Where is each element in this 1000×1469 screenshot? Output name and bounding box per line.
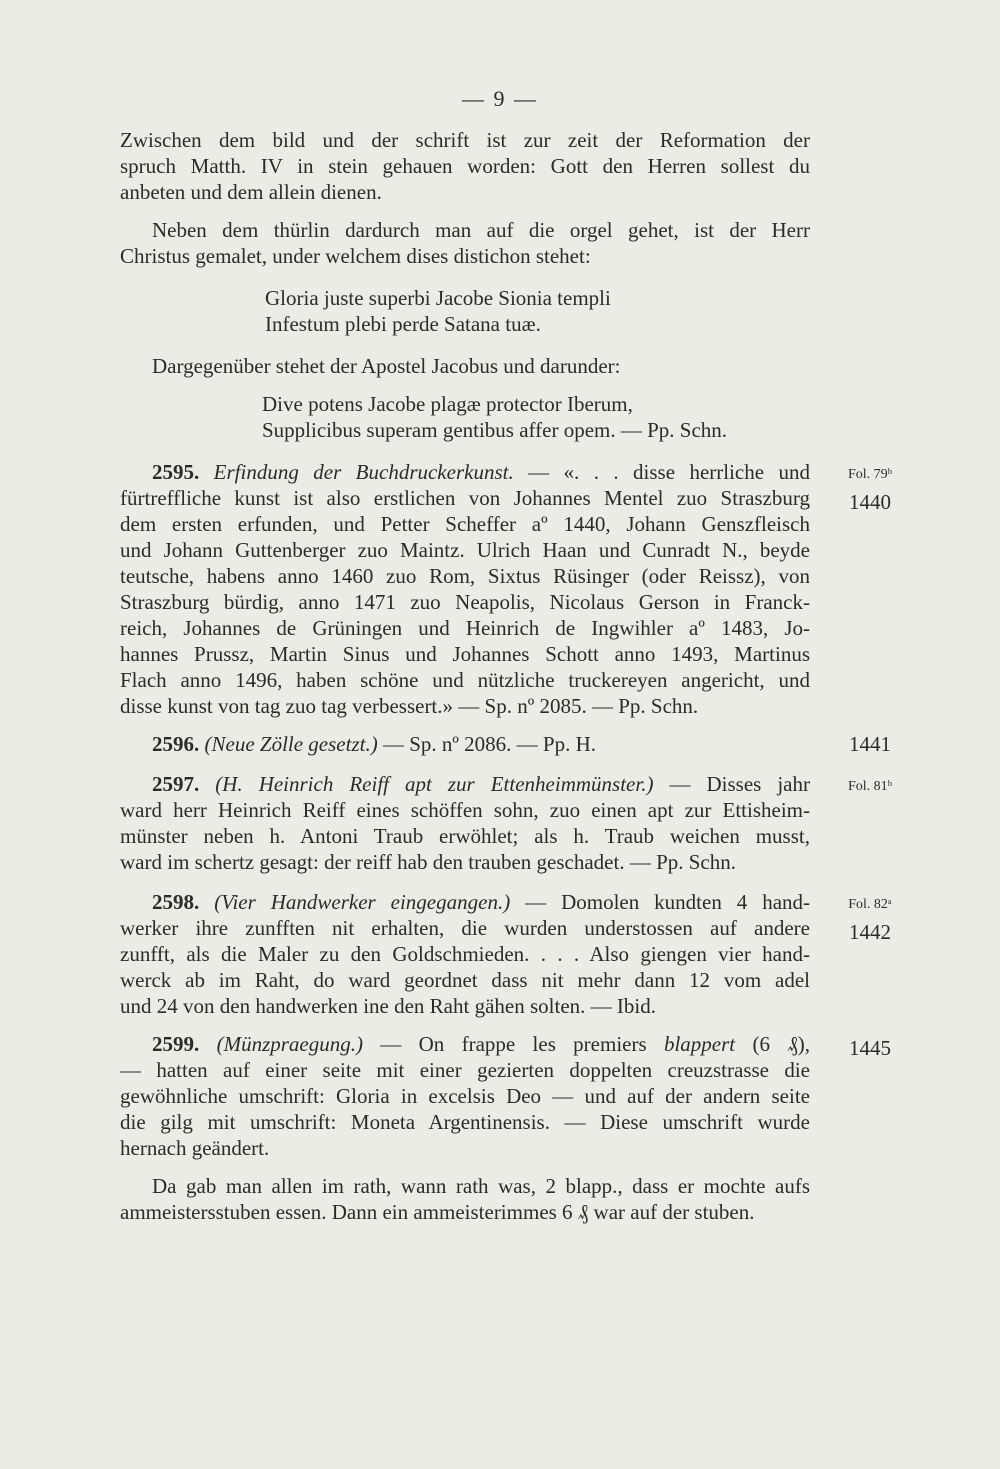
entry-2598-first-line (152, 890, 810, 914)
text-line: disse kunst von tag zuo tag verbessert.» — Sp. nº 2085. — Pp. Schn. (120, 694, 699, 718)
text-line: zunfft, als die Maler zu den Goldschmieden. . . . Also giengen vier hand- (120, 942, 810, 966)
text-line: — hatten auf einer seite mit einer gezierten doppelten creuzstrasse die (120, 1058, 810, 1082)
text-line: Zwischen dem bild und der schrift ist zur zeit der Reformation der (120, 128, 810, 152)
text-line: und 24 von den handwerken ine den Raht gähen solten. — Ibid. (120, 994, 656, 1018)
verse-line: Supplicibus superam gentibus affer opem. — Pp. Schn. (262, 418, 728, 442)
entry-number: 2598. (152, 890, 200, 914)
text-line: teutsche, habens anno 1460 zuo Rom, Sixtus Rüsinger (oder Reissz), von (120, 564, 810, 588)
text-span: — Disses jahr (653, 772, 810, 796)
text-line: ammeistersstuben essen. Dann ein ammeisterimmes 6 ₰ war auf der stuben. (120, 1200, 755, 1224)
margin-year: 1442 (849, 920, 891, 944)
entry-number: 2596. (152, 732, 200, 756)
entry-number: 2595. (152, 460, 200, 484)
margin-year: 1440 (849, 490, 891, 514)
text-span: (6 ₰), (735, 1032, 811, 1056)
text-line: fürtreffliche kunst ist also erstlichen von Johannes Mentel zuo Straszburg (120, 486, 810, 510)
text-line: reich, Johannes de Grüningen und Heinrich de Ingwihler aº 1483, Jo- (120, 616, 810, 640)
text-span: — Domolen kundten 4 hand- (510, 890, 811, 914)
text-line: spruch Matth. IV in stein gehauen worden: Gott den Herren sollest du (120, 154, 810, 178)
text-line: die gilg mit umschrift: Moneta Argentinensis. — Diese umschrift wurde (120, 1110, 810, 1134)
margin-year: 1441 (849, 732, 891, 756)
text-line: gewöhnliche umschrift: Gloria in excelsis Deo — und auf der andern seite (120, 1084, 810, 1108)
text-line: anbeten und dem allein dienen. (120, 180, 382, 204)
text-span: — Sp. nº 2086. — Pp. H. (377, 732, 597, 756)
entry-title: Erfindung der Buchdruckerkunst. (213, 460, 514, 484)
text-span: — «. . . disse herrliche und (513, 460, 810, 484)
text-line: ward im schertz gesagt: der reiff hab den trauben geschadet. — Pp. Schn. (120, 850, 736, 874)
text-line: werker ihre zunfften nit erhalten, die wurden understossen auf andere (120, 916, 810, 940)
text-line: werck ab im Raht, do ward geordnet dass nit mehr dann 12 vom adel (120, 968, 810, 992)
verse-line: Dive potens Jacobe plagæ protector Iberum, (262, 392, 633, 416)
text-line: Dargegenüber stehet der Apostel Jacobus und darunder: (152, 354, 621, 378)
entry-number: 2599. (152, 1032, 200, 1056)
entry-title: (Neue Zölle gesetzt.) (204, 732, 378, 756)
verse-line: Gloria juste superbi Jacobe Sionia templi (265, 286, 611, 310)
entry-2595-first-line (152, 460, 810, 484)
entry-number: 2597. (152, 772, 200, 796)
text-line: Da gab man allen im rath, wann rath was, 2 blapp., dass er mochte aufs (152, 1174, 810, 1198)
entry-title: (Münzpraegung.) (216, 1032, 363, 1056)
text-span: — On frappe les premiers (362, 1032, 664, 1056)
entry-2597-first-line (152, 772, 810, 796)
page-number: — 9 — (462, 86, 538, 111)
text-line: Christus gemalet, under welchem dises distichon stehet: (120, 244, 591, 268)
coin-name: blappert (663, 1032, 736, 1056)
margin-folio: Fol. 82ᵃ (848, 897, 892, 912)
margin-year: 1445 (849, 1036, 891, 1060)
text-line: ward herr Heinrich Reiff eines schöffen sohn, zuo einen apt zur Ettisheim- (120, 798, 810, 822)
entry-title: (H. Heinrich Reiff apt zur Ettenheimmünster.) (215, 772, 654, 796)
margin-folio: Fol. 81ᵇ (847, 779, 892, 794)
entry-2596-line (152, 732, 810, 756)
text-line: Neben dem thürlin dardurch man auf die orgel gehet, ist der Herr (152, 218, 810, 242)
text-line: hannes Prussz, Martin Sinus und Johannes Schott anno 1493, Martinus (120, 642, 810, 666)
verse-line: Infestum plebi perde Satana tuæ. (265, 312, 541, 336)
entry-title: (Vier Handwerker eingegangen.) (214, 890, 511, 914)
text-line: Flach anno 1496, haben schöne und nützliche truckereyen angericht, und (120, 668, 810, 692)
margin-folio: Fol. 79ᵇ (847, 467, 892, 482)
text-line: dem ersten erfunden, und Petter Scheffer aº 1440, Johann Genszfleisch (120, 512, 810, 536)
text-line: münster neben h. Antoni Traub erwöhlet; als h. Traub weichen musst, (120, 824, 810, 848)
text-line: hernach geändert. (120, 1136, 270, 1160)
text-line: und Johann Guttenberger zuo Maintz. Ulrich Haan und Cunradt N., beyde (120, 538, 810, 562)
entry-2599-first-line (152, 1032, 810, 1056)
text-line: Straszburg bürdig, anno 1471 zuo Neapolis, Nicolaus Gerson in Franck- (120, 590, 810, 614)
